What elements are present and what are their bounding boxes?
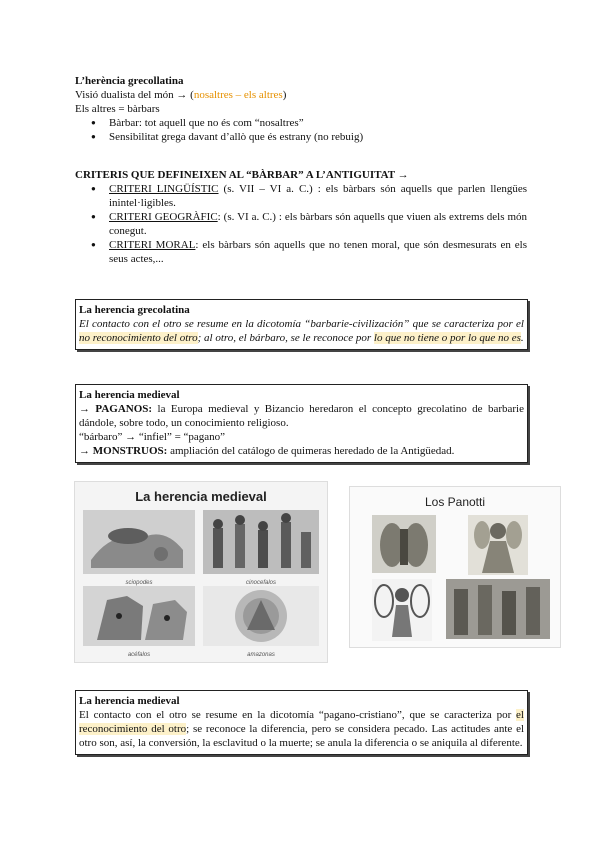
list-item: ● CRITERI GEOGRÀFIC: (s. VI a. C.) : els bàrbars són aquells que viuen als extrems dels món conegut.: [109, 210, 527, 238]
panotti-illustration: [468, 515, 528, 575]
acefalos-illustration: [83, 586, 195, 646]
section-criteria: [75, 168, 527, 266]
paganos-text: → PAGANOS: la Europa medieval y Bizancio heredaron el concepto grecolatino de barbarie dándole, sobre todo, un conocimiento religioso.: [79, 403, 524, 429]
others-line: Els altres = bàrbars: [75, 103, 160, 115]
highlight-text: el reconocimiento del otro: [79, 709, 524, 735]
list-item: ● Sensibilitat grega davant d’allò que és estrany (no rebuig): [109, 130, 527, 144]
box-text: El contacto con el otro se resume en la dicotomía “barbarie-civilización” que se caracteriza por el no reconocimiento del otro; al otro, el bárbaro, se le reconoce por lo que no tiene o por lo que no es.: [79, 318, 524, 344]
cinocefalos-illustration: [203, 510, 319, 574]
criteria-list: [75, 182, 527, 266]
box-herencia-medieval-2: [75, 690, 528, 755]
highlight-text: no reconocimiento del otro: [79, 332, 198, 344]
list-item: ● CRITERI MORAL: els bàrbars són aquells que no tenen moral, que són desmesurats en els seus actes,...: [109, 238, 527, 266]
figure-caption: cinocefalos: [245, 580, 277, 586]
panotti-illustration: [372, 579, 432, 641]
box-text: El contacto con el otro se resume en la dicotomía “pagano-cristiano”, que se caracteriza por el reconocimiento del otro; se reconoce la diferencia, pero se considera pecado. Las actitudes ante el otro son, así, la conversión, la esclavitud o la muerte; se anula la diferencia o se aniquila al diferente.: [79, 709, 525, 749]
amazonas-illustration: [203, 586, 319, 646]
figure-caption: sciopodes: [125, 580, 153, 586]
equation-text: “bárbaro” → “infiel” = “pagano”: [79, 431, 226, 443]
figure-title: Los Panotti: [424, 495, 486, 509]
box-herencia-medieval-1: [75, 384, 528, 463]
sciopodes-illustration: [83, 510, 195, 574]
figure-los-panotti: [349, 486, 561, 648]
list-item: ● CRITERI LINGÜÍSTIC (s. VII – VI a. C.) : els bàrbars són aquells que parlen llengües inintel·ligibles.: [109, 182, 527, 210]
box-title: La herencia medieval: [79, 695, 180, 707]
box-herencia-grecolatina: [75, 299, 528, 350]
figure-caption: acéfalos: [127, 652, 151, 658]
panotti-illustration: [372, 515, 436, 573]
box-title: La herencia medieval: [79, 389, 180, 401]
figure-caption: amazonas: [247, 652, 275, 658]
highlight-text: nosaltres – els altres: [193, 89, 283, 101]
figure-herencia-medieval: [74, 481, 328, 663]
section-title: L’herència grecollatina: [75, 75, 184, 87]
section-grecollatina: [75, 74, 527, 144]
criteria-title: CRITERIS QUE DEFINEIXEN AL “BÀRBAR” A L’ANTIGUITAT →: [75, 169, 409, 181]
dualism-line: Visió dualista del món → (nosaltres – els altres): [75, 89, 287, 101]
bullet-list: [75, 116, 527, 144]
panotti-illustration: [446, 579, 550, 639]
box-title: La herencia grecolatina: [79, 304, 190, 316]
list-item: ● Bàrbar: tot aquell que no és com “nosaltres”: [109, 116, 527, 130]
monstruos-text: → MONSTRUOS: ampliación del catálogo de quimeras heredado de la Antigüedad.: [79, 445, 455, 457]
figure-title: La herencia medieval: [135, 489, 267, 504]
highlight-text: lo que no tiene o por lo que no es: [373, 332, 521, 344]
